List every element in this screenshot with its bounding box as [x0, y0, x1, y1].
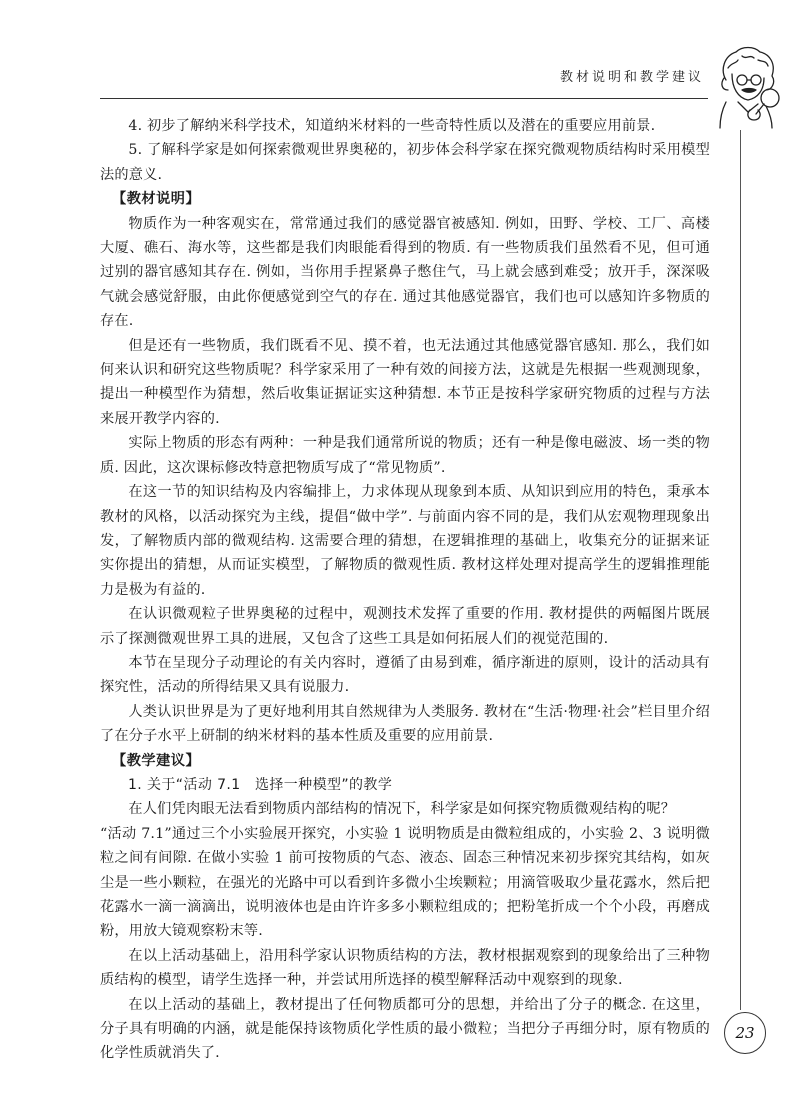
body-text	[100, 114, 710, 1066]
paragraph: 人类认识世界是为了更好地利用其自然规律为人类服务. 教材在“生活·物理·社会”栏目里介绍了在分子水平上研制的纳米材料的基本性质及重要的应用前景.	[100, 703, 710, 745]
paragraph: 在认识微观粒子世界奥秘的过程中，观测技术发挥了重要的作用. 教材提供的两幅图片既展示了探测微观世界工具的进展，又包含了这些工具是如何拓展人们的视觉范围的.	[100, 606, 710, 647]
paragraph: 在以上活动基础上，沿用科学家认识物质结构的方法，教材根据观察到的现象给出了三种物质结构的模型，请学生选择一种，并尝试用所选择的模型解释活动中观察到的现象.	[100, 947, 710, 989]
page-number: 23	[724, 1012, 766, 1054]
section-heading-teaching-suggestions: 【教学建议】	[112, 752, 201, 769]
paragraph: 但是还有一些物质，我们既看不见、摸不着，也无法通过其他感觉器官感知. 那么，我们如何来认识和研究这些物质呢？科学家采用了一种有效的间接方法，这就是先根据一些观测现象，提出一种模型作为猜想，然后收集证据证实这种猜想. 本节正是按科学家研究物质的过程与方法来展开教学内容的.	[100, 337, 710, 427]
header-rule	[100, 98, 708, 99]
paragraph: 在这一节的知识结构及内容编排上，力求体现从现象到本质、从知识到应用的特色，秉承本教材的风格，以活动探究为主线，提倡“做中学”. 与前面内容不同的是，我们从宏观物理现象出发，了解物质内部的微观结构. 这需要合理的猜想，在逻辑推理的基础上，收集充分的证据来证实你提出的猜想，从而证实模型，了解物质的微观性质. 教材这样处理对提高学生的逻辑推理能力是极为有益的.	[100, 484, 710, 598]
paragraph: “活动 7.1”通过三个小实验展开探究，小实验 1 说明物质是由微粒组成的，小实验 2、3 说明微粒之间有间隙. 在做小实验 1 前可按物质的气态、液态、固态三种情况来初步探究其结构，如灰尘是一些小颗粒，在强光的光路中可以看到许多微小尘埃颗粒；用滴管吸取少量花露水，然后把花露水一滴一滴滴出，说明液体也是由许许多多小颗粒组成的；把粉笔折成一个个小段，再磨成粉，用放大镜观察粉末等.	[100, 825, 710, 940]
running-header: 教材说明和教学建议	[560, 70, 705, 85]
paragraph: 实际上物质的形态有两种：一种是我们通常所说的物质；还有一种是像电磁波、场一类的物质. 因此，这次课标修改特意把物质写成了“常见物质”.	[100, 435, 710, 476]
section-heading-textbook-notes: 【教材说明】	[112, 191, 201, 208]
paragraph: 物质作为一种客观实在，常常通过我们的感觉器官被感知. 例如，田野、学校、工厂、高楼大厦、礁石、海水等，这些都是我们肉眼能看得到的物质. 有一些物质我们虽然看不见，但可通过别的器官感知其存在. 例如，当你用手捏紧鼻子憋住气，马上就会感到难受；放开手，深深吸气就会感觉舒服，由此你便感觉到空气的存在. 通过其他感觉器官，我们也可以感知许多物质的存在.	[100, 215, 710, 330]
paragraph: 在以上活动的基础上，教材提出了任何物质都可分的思想，并给出了分子的概念. 在这里，分子具有明确的内涵，就是能保持该物质化学性质的最小微粒；当把分子再细分时，原有物质的化学性质就消失了.	[100, 996, 710, 1062]
subheading-activity-7-1: 1. 关于“活动 7.1 选择一种模型”的教学	[128, 776, 393, 793]
margin-rule	[740, 130, 741, 1010]
paragraph: 本节在呈现分子动理论的有关内容时，遵循了由易到难，循序渐进的原则，设计的活动具有探究性，活动的所得结果又具有说服力.	[100, 654, 710, 696]
paragraph: 在人们凭肉眼无法看到物质内部结构的情况下，科学家是如何探究物质微观结构的呢？	[128, 801, 676, 818]
objective-5: 5. 了解科学家是如何探索微观世界奥秘的，初步体会科学家在探究微观物质结构时采用模型法的意义.	[100, 142, 710, 183]
scientist-illustration-icon	[706, 40, 786, 130]
objective-4: 4. 初步了解纳米科学技术，知道纳米材料的一些奇特性质以及潜在的重要应用前景.	[128, 118, 656, 134]
